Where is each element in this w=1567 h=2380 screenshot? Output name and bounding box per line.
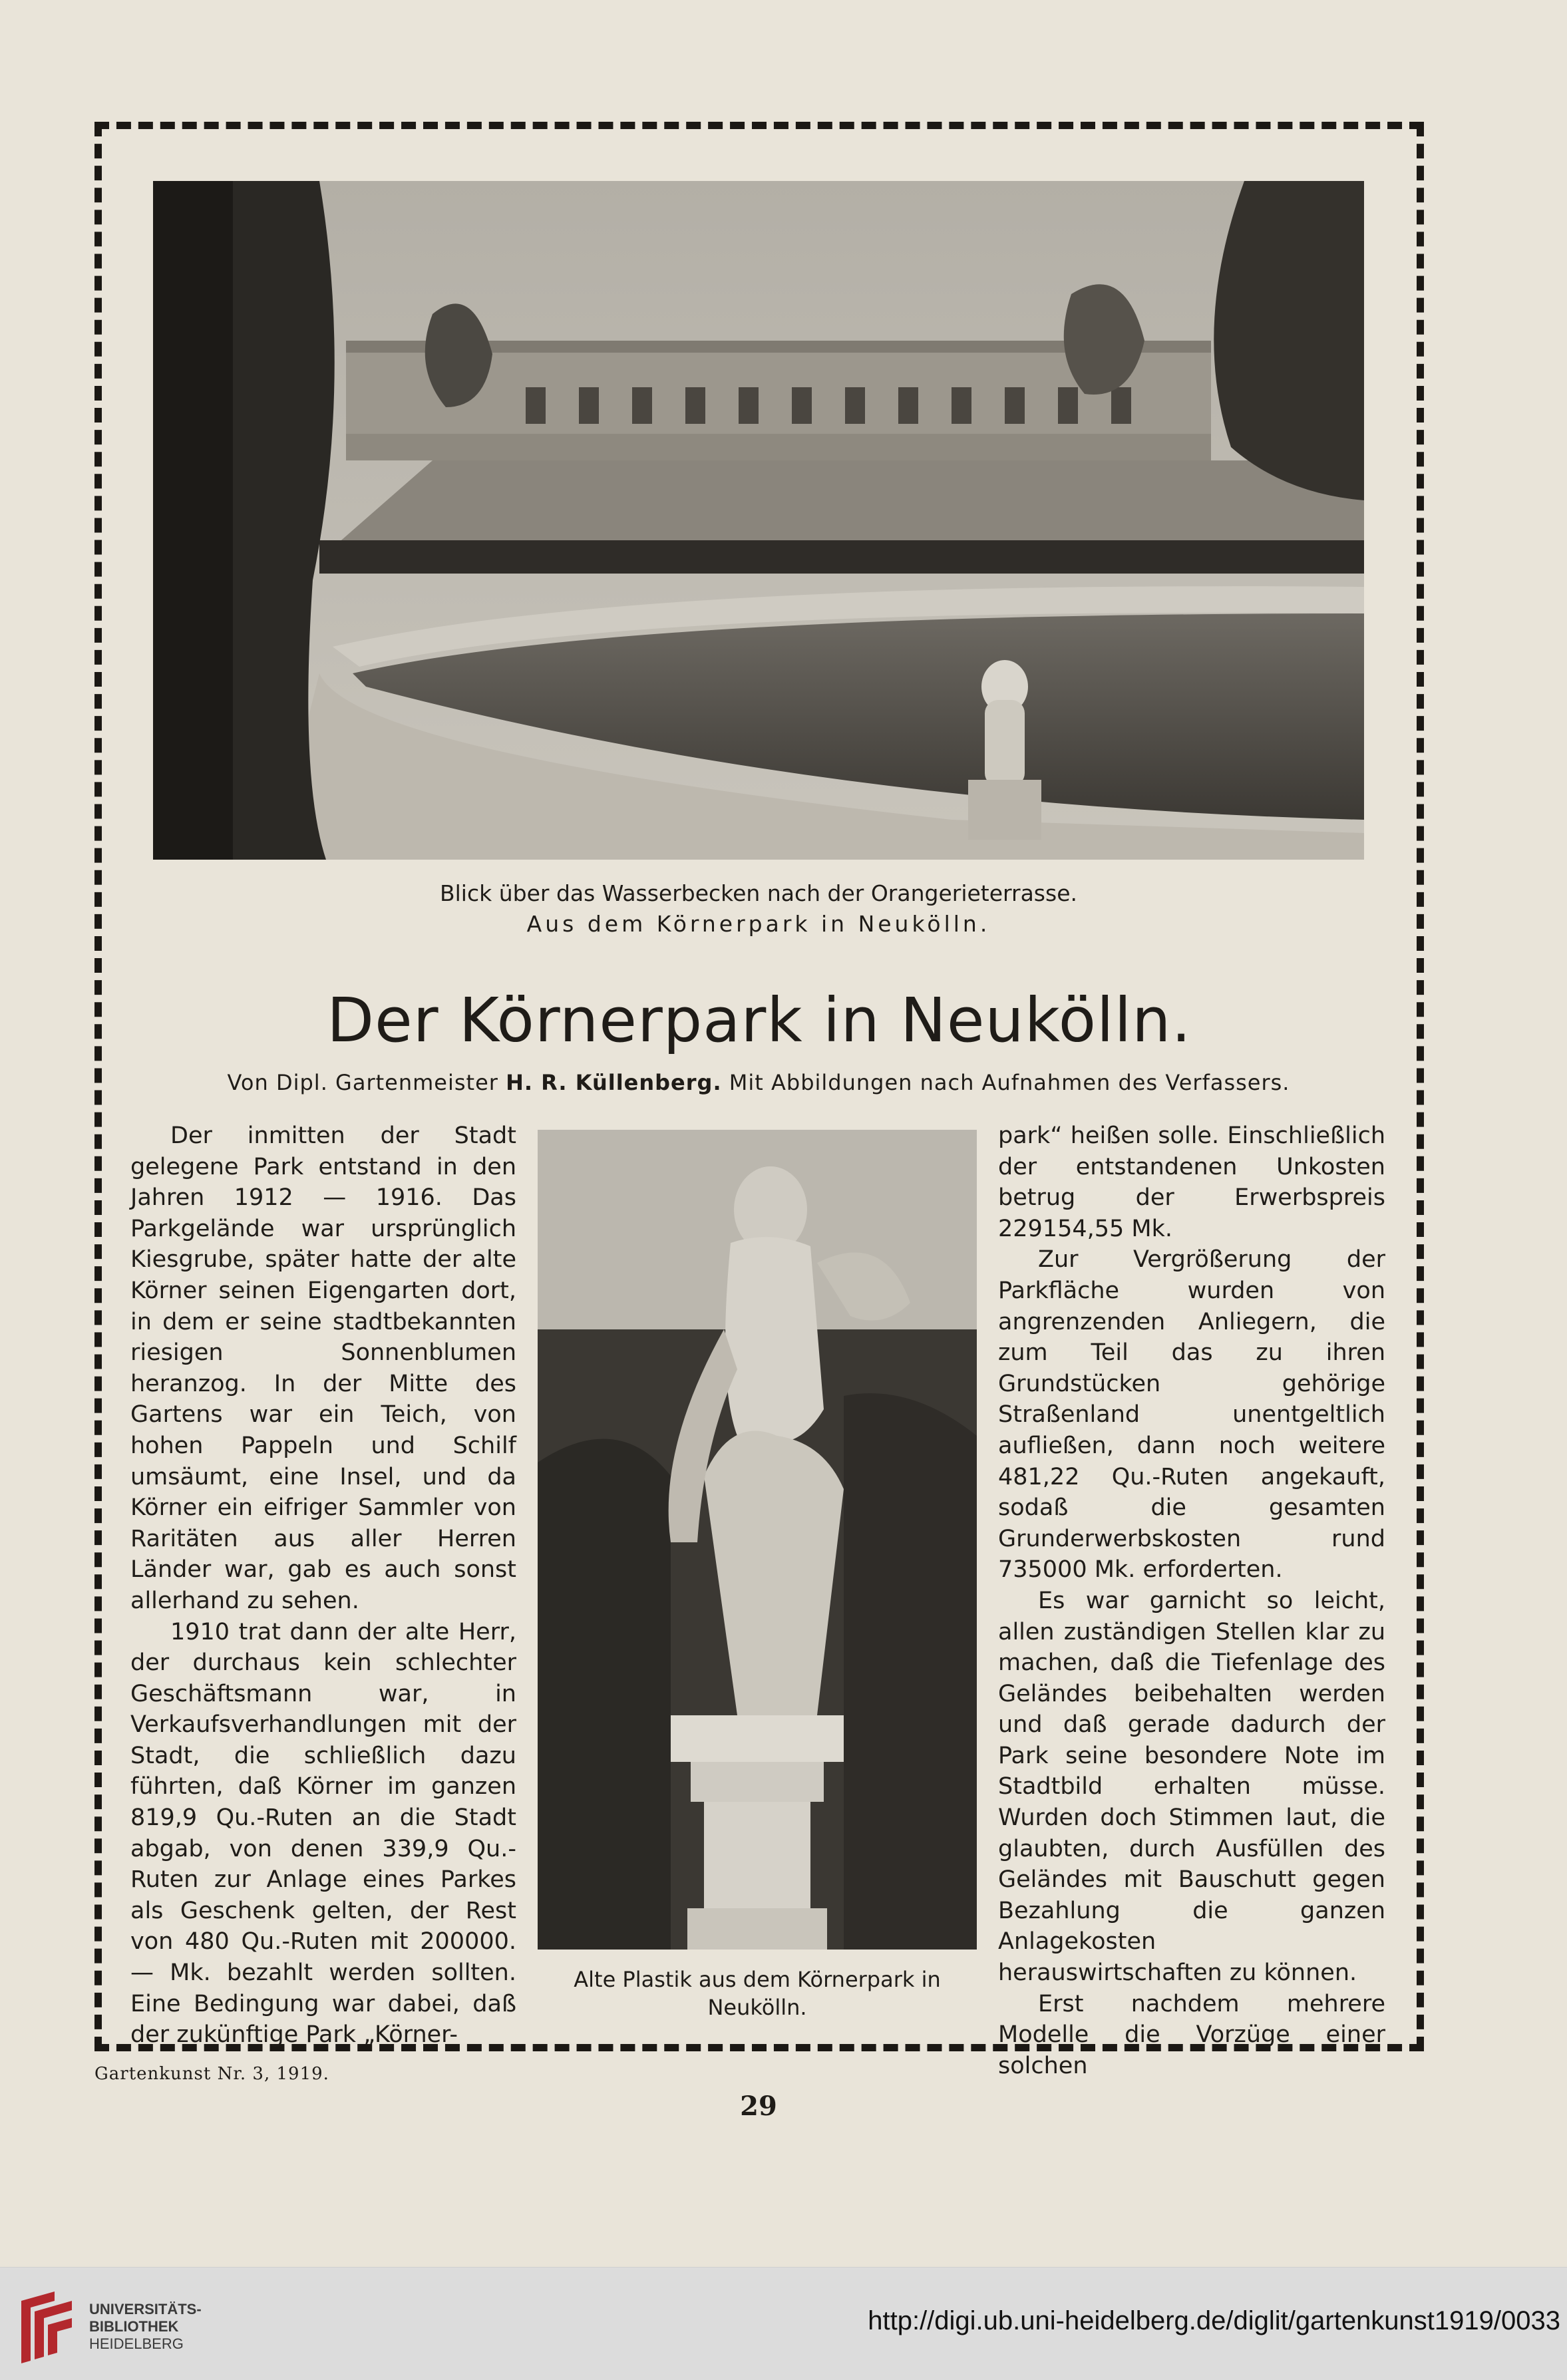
library-name-line3: HEIDELBERG: [89, 2335, 184, 2352]
university-library-logo-icon: [15, 2288, 79, 2367]
byline-suffix: Mit Abbildungen nach Aufnahmen des Verfassers.: [729, 1070, 1290, 1095]
left-text-column: [130, 1120, 516, 2051]
top-photo-caption: [153, 878, 1364, 939]
journal-reference: Gartenkunst Nr. 3, 1919.: [94, 2064, 329, 2084]
library-footer-bar: [0, 2267, 1567, 2380]
page-number: 29: [740, 2091, 777, 2122]
statue-photo-caption: [532, 1965, 982, 2021]
library-name-line1: UNIVERSITÄTS-: [89, 2301, 202, 2317]
statue-photo: [538, 1130, 977, 1950]
orangerie-photo: [153, 181, 1364, 860]
byline-prefix: Von Dipl. Gartenmeister: [227, 1070, 498, 1095]
library-name-line2: BIBLIOTHEK: [89, 2318, 179, 2335]
paragraph: Der inmitten der Stadt gelegene Park entstand in den Jahren 1912 — 1916. Das Parkgelände war ursprünglich Kiesgrube, später hatte der alte Körner seinen Eigengarten dort, in dem er seine stadtbekannten riesigen Sonnenblumen heranzog. In der Mitte des Gartens war ein Teich, von hohen Pappeln und Schilf umsäumt, eine Insel, und da Körner ein eifriger Sammler von Raritäten aus aller Herren Länder war, gab es auch sonst allerhand zu sehen.: [130, 1122, 516, 1614]
article-title: Der Körnerpark in Neukölln.: [327, 985, 1192, 1056]
library-name: [89, 2301, 202, 2353]
paragraph: Es war garnicht so leicht, allen zuständigen Stellen klar zu machen, daß die Tiefenlage des Geländes beibehalten werden und daß gerade dadurch der Park seine besondere Note im Stadtbild erhalten müsse. Wurden doch Stimmen laut, die glaubten, durch Ausfüllen des Geländes mit Bauschutt gegen Bezahlung die ganzen Anlagekosten herauswirtschaften zu können.: [998, 1587, 1385, 1987]
mid-caption-line2: Neukölln.: [707, 1995, 807, 2020]
paragraph: Zur Vergrößerung der Parkfläche wurden von angrenzenden Anliegern, die zum Teil das zu ihren Grundstücken gehörige Straßenland unentgeltlich aufließen, dann noch weitere 481,22 Qu.-Ruten angekauft, sodaß die gesamten Grunderwerbskosten rund 735000 Mk. erforderten.: [998, 1246, 1385, 1584]
top-caption-line2: Aus dem Körnerpark in Neukölln.: [526, 911, 991, 937]
top-caption-line1: Blick über das Wasserbecken nach der Orangerieterrasse.: [440, 880, 1077, 906]
document-url-link[interactable]: http://digi.ub.uni-heidelberg.de/diglit/gartenkunst1919/0033: [868, 2306, 1560, 2335]
article-byline: [133, 1070, 1384, 1095]
right-text-column: [998, 1120, 1385, 2081]
paragraph: Erst nachdem mehrere Modelle die Vorzüge einer solchen: [998, 1990, 1385, 2079]
paragraph: park“ heißen solle. Einschließlich der entstandenen Unkosten betrug der Erwerbspreis 229154,55 Mk.: [998, 1122, 1385, 1242]
mid-caption-line1: Alte Plastik aus dem Körnerpark in: [574, 1967, 941, 1992]
paragraph: 1910 trat dann der alte Herr, der durchaus kein schlechter Geschäftsmann war, in Verkaufsverhandlungen mit der Stadt, die schließlich dazu führten, daß Körner im ganzen 819,9 Qu.-Ruten an die Stadt abgab, von denen 339,9 Qu.-Ruten zur Anlage eines Parkes als Geschenk gelten, der Rest von 480 Qu.-Ruten mit 200000.— Mk. bezahlt werden sollten. Eine Bedingung war dabei, daß der zukünftige Park „Körner-: [130, 1618, 516, 2049]
byline-author: H. R. Küllenberg.: [506, 1070, 722, 1095]
